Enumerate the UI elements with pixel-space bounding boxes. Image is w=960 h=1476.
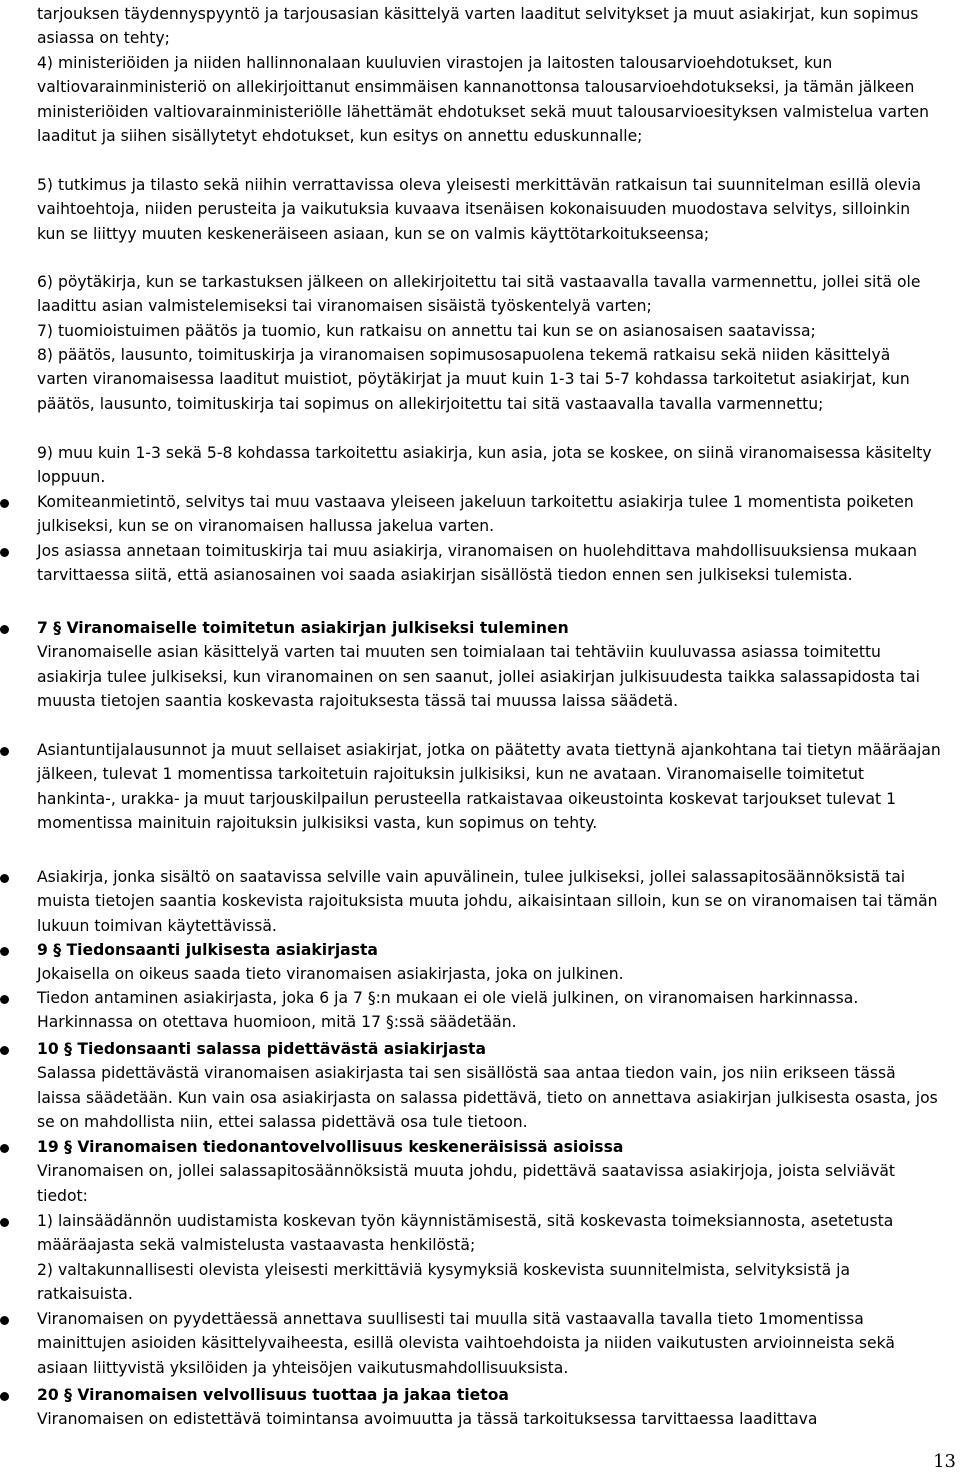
section-10 [37, 1037, 942, 1134]
bullet-dot [0, 947, 9, 956]
paragraph-apuvalineet: Asiakirja, jonka sisältö on saatavissa selville vain apuvälinein, tulee julkiseksi, jollei salassapitosäännöksistä tai muista tietojen saantia koskevista rajoituksista muuta johdu, aikaisintaan silloin, kun se on viranomaisen tai tämän lukuun toimivan käytettävissä. [37, 868, 938, 935]
section-20-body: Viranomaisen on edistettävä toimintansa avoimuutta ja tässä tarkoituksessa tarvittaessa laadittava [37, 1410, 818, 1429]
section-9-body: Jokaisella on oikeus saada tieto viranomaisen asiakirjasta, joka on julkinen. [37, 965, 624, 984]
paragraph-pyydettaessa: Viranomaisen on pyydettäessä annettava suullisesti tai muulla sitä vastaavalla tavalla tieto 1momentissa mainittujen asioiden käsittelyvaiheesta, esillä olevista vaihtoehdoista ja niiden vaikutusten arvioinneista sekä asiaan liittyvistä yksilöiden ja yhteisöjen vaikutusmahdollisuuksista. [37, 1310, 895, 1377]
list-item-4: 4) ministeriöiden ja niiden hallinnonalaan kuuluvien virastojen ja laitosten talousarvioehdotukset, kun valtiovarainministeriö on allekirjoittanut ensimmäisen kannanottonsa talousarvioehdotukseksi, ja tämän jälkeen ministeriöiden valtiovarainministeriölle lähettämät ehdotukset sekä muut talousarvioesityksen valmistelua varten laaditut ja siihen sisällytetyt ehdotukset, kun esitys on annettu eduskunnalle; [37, 54, 929, 145]
paragraph-tiedon-antaminen: Tiedon antaminen asiakirjasta, joka 6 ja 7 §:n mukaan ei ole vielä julkinen, on viranomaisen harkinnassa. Harkinnassa on otettava huomioon, mitä 17 §:ssä säädetään. [37, 989, 859, 1032]
bullet-dot [0, 1316, 9, 1325]
section-9 [37, 938, 942, 987]
paragraph-komiteanmietinto: Komiteanmietintö, selvitys tai muu vastaava yleiseen jakeluun tarkoitettu asiakirja tulee 1 momentista poiketen julkiseksi, kun se on viranomaisen hallussa jakelua varten. [37, 493, 914, 536]
section-10-heading: 10 § Tiedonsaanti salassa pidettävästä asiakirjasta [37, 1040, 486, 1058]
list-item-7: 7) tuomioistuimen päätös ja tuomio, kun ratkaisu on annettu tai kun se on asianosaisen saatavissa; [37, 322, 816, 340]
paragraph-toimituskirja: Jos asiassa annetaan toimituskirja tai muu asiakirja, viranomaisen on huolehdittava mahdollisuuksiensa mukaan tarvittaessa siitä, että asianosainen voi saada asiakirjan sisällöstä tiedon ennen sen julkiseksi tulemista. [37, 542, 918, 585]
bullet-dot [0, 995, 9, 1004]
section-19-items [37, 1209, 942, 1306]
list-item-8: 8) päätös, lausunto, toimituskirja ja viranomaisen sopimusosapuolena tekemä ratkaisu sekä niiden käsittelyä varten viranomaisessa laaditut muistiot, pöytäkirjat ja muut kuin 1-3 tai 5-7 kohdassa tarkoitetut asiakirjat, kun päätös, lausunto, toimituskirja tai sopimus on allekirjoitettu tai sitä vastaavalla tavalla varmennettu; [37, 346, 910, 413]
bullet-dot [0, 1218, 9, 1227]
intro-paragraph: tarjouksen täydennyspyyntö ja tarjousasian käsittelyä varten laaditut selvitykset ja muut asiakirjat, kun sopimus asiassa on tehty; [37, 5, 919, 48]
section-19-item-2: 2) valtakunnallisesti olevista yleisesti merkittäviä kysymyksiä koskevista suunnitelmista, selvityksistä ja ratkaisuista. [37, 1260, 851, 1303]
section-19-body: Viranomaisen on, jollei salassapitosäännöksistä muuta johdu, pidettävä saatavissa asiakirjoja, joista selviävät tiedot: [37, 1162, 896, 1205]
section-19-heading: 19 § Viranomaisen tiedonantovelvollisuus keskeneräisissä asioissa [37, 1138, 624, 1156]
list-item-5: 5) tutkimus ja tilasto sekä niihin verrattavissa oleva yleisesti merkittävän ratkaisun tai suunnitelman esillä olevia vaihtoehtoja, niiden perusteita ja vaikutuksia kuvaava itsenäisen kokonaisuuden muodostava selvitys, silloinkin kun se liittyy muuten keskeneräiseen asiaan, kun se on valmis käyttötarkoitukseensa; [37, 176, 921, 243]
bullet-dot [0, 747, 9, 756]
section-20 [37, 1383, 942, 1432]
bullet-dot [0, 499, 9, 508]
page-number: 13 [933, 1451, 956, 1472]
bullet-dot [0, 1046, 9, 1055]
section-7 [37, 616, 942, 713]
section-7-body: Viranomaiselle asian käsittelyä varten tai muuten sen toimialaan tai tehtäviin kuuluvassa asiassa toimitettu asiakirja tulee julkiseksi, kun viranomainen on sen saanut, jollei asiakirjan julkisuudesta taikka salassapidosta tai muusta tietojen saantia koskevasta rajoituksesta tässä tai muussa laissa säädetä. [37, 643, 920, 710]
bullet-dot [0, 1392, 9, 1401]
list-item-9: 9) muu kuin 1-3 sekä 5-8 kohdassa tarkoitettu asiakirja, kun asia, jota se koskee, on siinä viranomaisessa käsitelty loppuun. [37, 444, 932, 487]
list-item-6: 6) pöytäkirja, kun se tarkastuksen jälkeen on allekirjoitettu tai sitä vastaavalla tavalla varmennettu, jollei sitä ole laadittu asian valmistelemiseksi tai viranomaisen sisäistä työskentelyä varten; [37, 273, 921, 316]
paragraph-asiantuntijalausunnot: Asiantuntijalausunnot ja muut sellaiset asiakirjat, jotka on päätetty avata tiettynä ajankohtana tai tietyn määräajan jälkeen, tulevat 1 momentissa tarkoitetuin rajoituksin julkisiksi, kun ne avataan. Viranomaiselle toimitetut hankinta-, urakka- ja muut tarjouskilpailun perusteella ratkaistavaa oikeustointa koskevat tarjoukset tulevat 1 momentissa mainituin rajoituksin julkisiksi vasta, kun sopimus on tehty. [37, 741, 941, 832]
section-9-heading: 9 § Tiedonsaanti julkisesta asiakirjasta [37, 941, 378, 959]
section-7-heading: 7 § Viranomaiselle toimitetun asiakirjan julkiseksi tuleminen [37, 619, 569, 637]
section-19 [37, 1135, 942, 1208]
bullet-dot [0, 548, 9, 557]
section-10-body: Salassa pidettävästä viranomaisen asiakirjasta tai sen sisällöstä saa antaa tiedon vain, jos niin erikseen tässä laissa säädetään. Kun vain osa asiakirjasta on salassa pidettävä, tieto on annettava asiakirjan julkisesta osasta, jos se on mahdollista niin, ettei salassa pidettävä osa tule tietoon. [37, 1064, 938, 1131]
section-20-heading: 20 § Viranomaisen velvollisuus tuottaa ja jakaa tietoa [37, 1386, 509, 1404]
bullet-dot [0, 874, 9, 883]
section-19-item-1: 1) lainsäädännön uudistamista koskevan työn käynnistämisestä, sitä koskevasta toimeksiannosta, asetetusta määräajasta sekä valmistelusta vastaavasta henkilöstä; [37, 1212, 894, 1255]
bullet-dot [0, 625, 9, 634]
bullet-dot [0, 1144, 9, 1153]
